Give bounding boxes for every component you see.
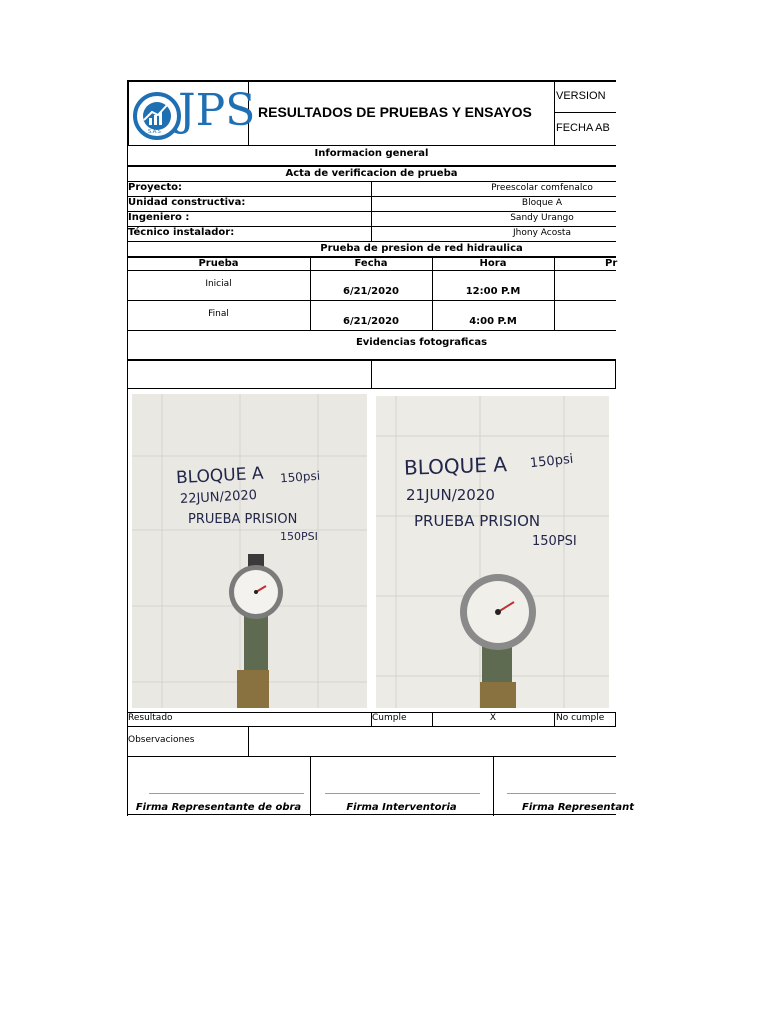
logo-wordmark: JPS: [178, 85, 256, 136]
installer-value: Jhony Acosta: [513, 228, 571, 238]
construction-unit-label: Unidad constructiva:: [128, 197, 246, 208]
version-label: VERSION: [556, 90, 606, 102]
signature-line-1: [149, 793, 304, 794]
photo-2-handwriting-line-4: 150PSI: [532, 534, 577, 549]
photo-1-handwriting-line-1: BLOQUE A: [175, 463, 264, 489]
date-label: FECHA AB: [556, 122, 610, 134]
photo-evidence-title: Evidencias fotograficas: [355, 337, 488, 348]
test-date: 6/21/2020: [342, 316, 399, 327]
project-value: Preescolar comfenalco: [491, 183, 593, 193]
logo-subtext: S.A.S: [148, 129, 161, 135]
general-info-title: Informacion general: [314, 148, 429, 159]
signature-label-site-representative: Firma Representante de obra: [135, 802, 302, 813]
not-complies-label: No cumple: [556, 713, 605, 723]
engineer-value: Sandy Urango: [510, 213, 574, 223]
photo-1-handwriting-psi: 150psi: [279, 468, 321, 486]
complies-mark: X: [489, 713, 497, 723]
col-header-hora: Hora: [479, 258, 507, 269]
photo-2-handwriting-line-2: 21JUN/2020: [406, 486, 495, 504]
col-header-presion: Pr: [605, 258, 618, 269]
test-time: 12:00 P.M: [465, 286, 521, 297]
test-type: Final: [208, 309, 229, 319]
col-header-fecha: Fecha: [354, 258, 388, 269]
col-header-prueba: Prueba: [198, 258, 239, 269]
company-logo: [132, 84, 256, 144]
photo-2-handwriting-line-3: PRUEBA PRISION: [414, 512, 541, 530]
verification-act-title: Acta de verificacion de prueba: [285, 168, 458, 179]
photo-1-handwriting-line-3: PRUEBA PRISION: [188, 512, 298, 527]
photo-1-handwriting-line-2: 22JUN/2020: [179, 487, 258, 508]
pressure-gauge-photo-2: [376, 396, 609, 708]
photo-2-handwriting-psi: 150psi: [529, 451, 575, 472]
engineer-label: Ingeniero :: [128, 212, 190, 223]
photo-1-handwriting-line-4: 150PSI: [280, 530, 318, 543]
signature-label-interventoria: Firma Interventoria: [346, 802, 457, 813]
observations-label: Observaciones: [128, 735, 195, 745]
observations-field[interactable]: [249, 727, 616, 756]
signature-line-2: [325, 793, 480, 794]
signature-label-representative: Firma Representant: [522, 802, 634, 813]
pressure-gauge-photo-1: [132, 394, 367, 708]
test-results-sheet: [127, 80, 634, 816]
project-label: Proyecto:: [128, 182, 183, 193]
installer-label: Técnico instalador:: [128, 227, 235, 238]
construction-unit-value: Bloque A: [521, 198, 563, 208]
photo-2-handwriting-line-1: BLOQUE A: [403, 452, 508, 480]
signature-line-3: [507, 793, 616, 794]
complies-label: Cumple: [372, 713, 407, 723]
result-label: Resultado: [128, 713, 173, 723]
test-time: 4:00 P.M: [469, 316, 517, 327]
document-title: RESULTADOS DE PRUEBAS Y ENSAYOS: [258, 104, 532, 120]
test-type: Inicial: [205, 279, 232, 289]
pressure-test-title: Prueba de presion de red hidraulica: [320, 243, 523, 254]
test-date: 6/21/2020: [342, 286, 399, 297]
